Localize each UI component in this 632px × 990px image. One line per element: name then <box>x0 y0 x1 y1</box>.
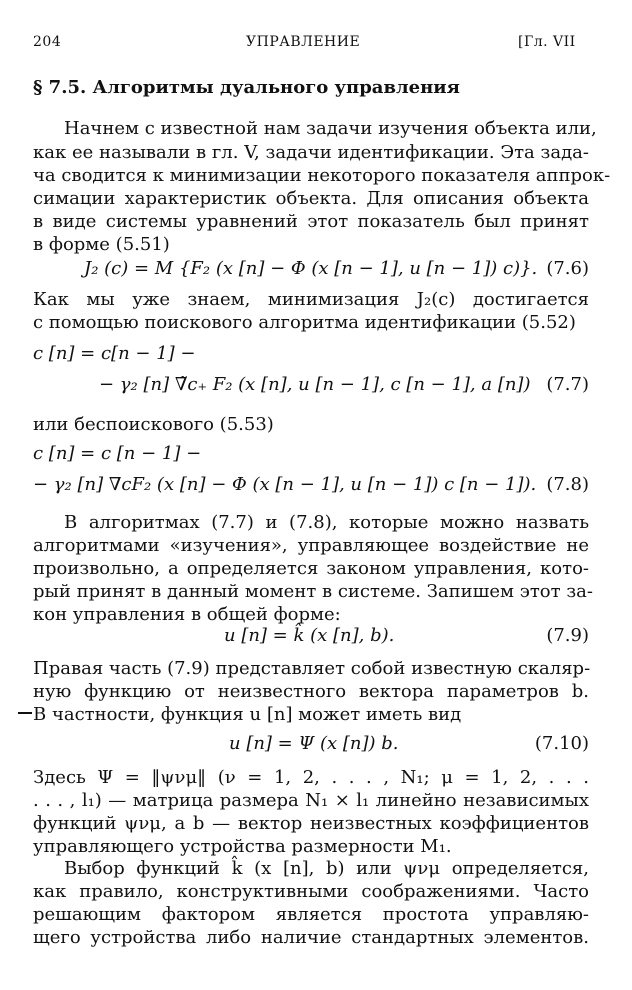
text-line: ную функцию от неизвестного вектора параметров b. <box>33 681 589 702</box>
text-line: . . . , l₁) — матрица размера N₁ × l₁ линейно независимых <box>33 790 589 811</box>
equation-7-9: u [n] = k̂ (x [n], b). <box>224 625 395 646</box>
text-line: кон управления в общей форме: <box>33 604 341 625</box>
equation-7-10: u [n] = Ψ (x [n]) b. <box>229 733 399 754</box>
margin-mark <box>18 712 32 714</box>
text-line: управляющего устройства размерности M₁. <box>33 836 452 857</box>
text-line: симации характеристик объекта. Для описания объекта <box>33 188 589 209</box>
text-line: в виде системы уравнений этот показатель был принят <box>33 211 589 232</box>
text-line: алгоритмами «изучения», управляющее воздействие не <box>33 535 589 556</box>
equation-number: (7.9) <box>546 625 589 646</box>
text-line: щего устройства либо наличие стандартных элементов. <box>33 927 589 948</box>
text-line: функций ψνμ, а b — вектор неизвестных коэффициентов <box>33 813 589 834</box>
text-line: Начнем с известной нам задачи изучения объекта или, <box>64 118 597 139</box>
text-line: В алгоритмах (7.7) и (7.8), которые можно назвать <box>64 512 589 533</box>
text-line: как правило, конструктивными соображениями. Часто <box>33 881 589 902</box>
text-line: или беспоискового (5.53) <box>33 414 274 435</box>
text-line: Как мы уже знаем, минимизация J₂(c) достигается <box>33 289 589 310</box>
section-title: § 7.5. Алгоритмы дуального управления <box>33 77 460 98</box>
equation-number: (7.8) <box>546 474 589 495</box>
text-line: как ее называли в гл. V, задачи идентификации. Эта зада- <box>33 142 589 163</box>
text-line: в форме (5.51) <box>33 234 170 255</box>
equation-7-7-line2: − γ₂ [n] ∇̃c₊ F₂ (x [n], u [n − 1], c [n − 1], a [n]) <box>99 374 531 395</box>
page-number: 204 <box>33 34 62 50</box>
equation-7-6: J₂ (c) = M {F₂ (x [n] − Φ (x [n − 1], u [n − 1]) c)}. <box>84 258 538 279</box>
text-line: Здесь Ψ = ‖ψνμ‖ (ν = 1, 2, . . . , N₁; μ = 1, 2, . . . <box>33 767 589 788</box>
running-title: УПРАВЛЕНИЕ <box>246 34 361 50</box>
text-line: В частности, функция u [n] может иметь вид <box>33 704 462 725</box>
text-line: ча сводится к минимизации некоторого показателя аппрок- <box>33 165 611 186</box>
text-line: Правая часть (7.9) представляет собой известную скаляр- <box>33 658 591 679</box>
text-line: решающим фактором является простота управляю- <box>33 904 589 925</box>
equation-7-8-line1: c [n] = c [n − 1] − <box>33 443 202 464</box>
equation-number: (7.7) <box>546 374 589 395</box>
equation-7-7-line1: c [n] = c[n − 1] − <box>33 343 196 364</box>
text-line: с помощью поискового алгоритма идентификации (5.52) <box>33 312 576 333</box>
equation-number: (7.6) <box>546 258 589 279</box>
chapter-ref: [Гл. VII <box>518 34 576 50</box>
equation-number: (7.10) <box>534 733 589 754</box>
text-line: произвольно, а определяется законом управления, кото- <box>33 558 589 579</box>
text-line: рый принят в данный момент в системе. Запишем этот за- <box>33 581 593 602</box>
text-line: Выбор функций k̂ (x [n], b) или ψνμ определяется, <box>64 858 589 879</box>
equation-7-8-line2: − γ₂ [n] ∇cF₂ (x [n] − Φ (x [n − 1], u [n − 1]) c [n − 1]). <box>33 474 537 495</box>
